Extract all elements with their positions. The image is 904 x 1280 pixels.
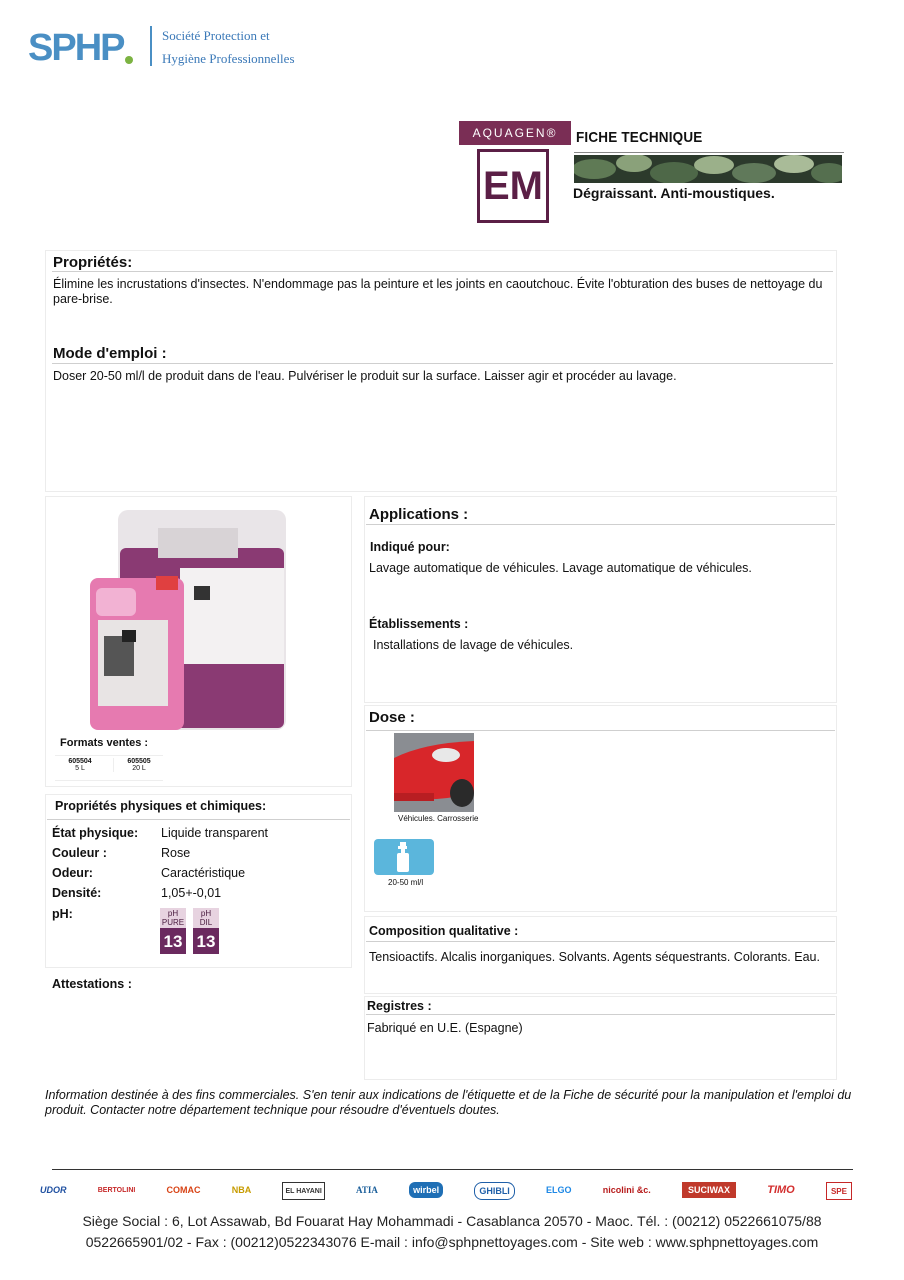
composition-rule [366,941,835,942]
format-cell [113,758,164,772]
brand-logo: NBA [231,1185,252,1195]
physico-value: Rose [161,846,191,860]
ph-dil-header [193,908,219,928]
physico-label: État physique: [52,826,139,840]
footer-address [52,1211,852,1253]
brand-logo: UDOR [40,1185,67,1195]
company-line2: Hygiène Professionnelles [162,51,295,66]
registres-rule [366,1014,835,1015]
applications-panel [364,496,837,703]
svg-text:SPHP: SPHP [28,27,124,66]
physico-label: Odeur: [52,866,93,880]
format-cell [55,758,105,772]
brand-logo: SPE [826,1182,852,1200]
ph-dil-top2: DIL [199,918,213,927]
mode-emploi-title: Mode d'emploi : [53,345,167,362]
car-photo-image [394,733,474,812]
ph-dil-top1: pH [200,909,212,918]
leaf-banner-image [574,155,842,183]
product-subtitle: Dégraissant. Anti-moustiques. [573,185,775,201]
dose-rule [366,730,835,731]
attestations-label: Attestations : [52,977,132,991]
registres-panel [364,996,837,1080]
indique-text: Lavage automatique de véhicules. Lavage automatique de véhicules. [369,561,752,575]
ph-dil-badge [193,908,219,954]
ph-dil-value: 13 [193,928,219,954]
logo-separator [150,26,152,66]
brand-logo: COMAC [166,1185,201,1195]
brand-logo: ATIA [356,1185,378,1195]
proprietes-title: Propriétés: [53,254,133,271]
etablissements-text: Installations de lavage de véhicules. [373,638,574,652]
company-line1: Société Protection et [162,28,270,43]
spray-bottle-icon [396,842,412,872]
format-ref: 605505 [127,758,151,765]
brand-logo: TIMO [767,1184,795,1196]
product-containers-image [88,508,288,730]
registres-text: Fabriqué en U.E. (Espagne) [367,1021,523,1035]
physico-rule [47,819,350,820]
physico-label: Densité: [52,886,102,900]
spray-dose-caption: 20-50 ml/l [388,878,424,887]
product-code-box [477,149,549,223]
partner-brands-row [40,1182,852,1200]
ph-label: pH: [52,907,73,921]
proprietes-rule [52,271,833,272]
ph-pure-value: 13 [160,928,186,954]
footer-rule [52,1169,853,1170]
ph-pure-top1: pH [167,909,179,918]
brand-logo: EL HAYANI [282,1182,324,1200]
product-code: EM [483,163,543,208]
ph-pure-header [160,908,186,928]
mode-emploi-rule [52,363,833,364]
dose-title: Dose : [369,709,415,726]
brand-logo: SUCIWAX [682,1182,736,1198]
applications-title: Applications : [369,506,469,523]
brand-logo: BERTOLINI [97,1186,136,1194]
title-rule [574,152,844,153]
composition-title: Composition qualitative : [369,924,519,938]
ph-pure-badge [160,908,186,954]
physico-title: Propriétés physiques et chimiques: [55,799,267,813]
applications-rule [366,524,835,525]
address-line2: 0522665901/02 - Fax : (00212)0522343076 E-mail : info@sphpnettoyages.com - Site web : www.sphpnettoyages.com [85,1234,819,1250]
company-name [162,24,295,70]
proprietes-text: Élimine les incrustations d'insectes. N'endommage pas la peinture et les joints en caoutchouc. Évite l'obturation des buses de nettoyage du pare-brise. [53,277,823,306]
brand-logo: wirbel [409,1182,443,1198]
format-ref: 605504 [68,758,92,765]
formats-table [55,755,163,781]
disclaimer-note: Information destinée à des fins commerciales. S'en tenir aux indications de l'étiquette et de la Fiche de sécurité pour la manipulation et l'emploi du produit. Contacter notre département technique pour résoudre d'éventuels doutes. [45,1088,852,1117]
physico-label: Couleur : [52,846,107,860]
physico-value: 1,05+-0,01 [161,886,222,900]
brand-logo: ELGO [546,1185,572,1195]
composition-text: Tensioactifs. Alcalis inorganiques. Solvants. Agents séquestrants. Colorants. Eau. [369,950,820,964]
brand-logo: nicolini &c. [602,1185,651,1195]
aquagen-brand: AQUAGEN® [459,121,571,145]
format-size: 5 L [75,765,85,772]
formats-title: Formats ventes : [60,737,149,749]
mode-emploi-text: Doser 20-50 ml/l de produit dans de l'eau. Pulvériser le produit sur la surface. Laisser agir et procéder au lavage. [53,369,677,383]
sphp-logo [28,24,140,66]
brand-logo: GHIBLI [474,1182,515,1200]
address-line1: Siège Social : 6, Lot Assawab, Bd Fouarat Hay Mohammadi - Casablanca 20570 - Maoc. Tél. : (00212) 0522661075/88 [82,1213,822,1229]
ph-pure-top2: PURE [161,918,185,927]
physico-value: Caractéristique [161,866,246,880]
format-size: 20 L [132,765,146,772]
physico-value: Liquide transparent [161,826,269,840]
etablissements-label: Établissements : [369,617,469,631]
car-photo-caption: Véhicules. Carrosserie [398,814,479,823]
spray-dose-badge [374,839,434,875]
registres-title: Registres : [367,999,432,1013]
doc-title: FICHE TECHNIQUE [576,129,703,146]
indique-label: Indiqué pour: [370,540,450,554]
